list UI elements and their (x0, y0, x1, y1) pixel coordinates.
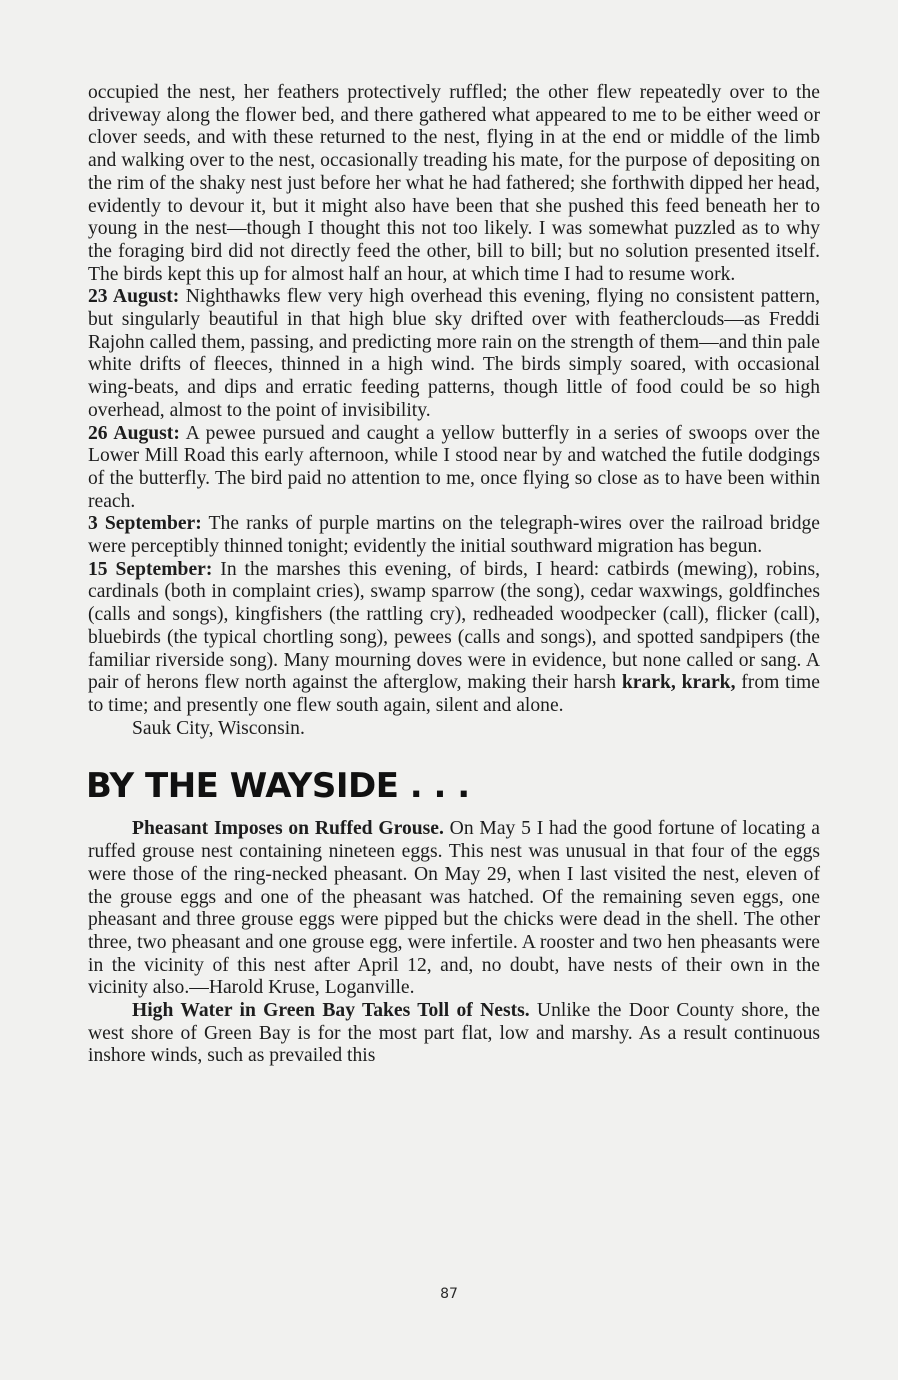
entry-date: 23 August: (88, 286, 180, 308)
entry-15-september (88, 559, 820, 718)
entry-text: A pewee pursued and caught a yellow butterfly in a series of swoops over the Lower Mill Road this early afternoon, while I stood near by and watched the futile dodgings of the butterfly. The bird paid no attention to me, once flying so close as to have been within reach. (88, 422, 820, 512)
entry-date: 15 September: (88, 558, 213, 580)
item-title: High Water in Green Bay Takes Toll of Nests. (132, 1000, 530, 1022)
wayside-item-green-bay (88, 1000, 820, 1068)
entry-date: 26 August: (88, 422, 180, 444)
section-heading: BY THE WAYSIDE . . . (86, 766, 470, 807)
entry-date: 3 September: (88, 513, 202, 535)
item-text: On May 5 I had the good fortune of locating a ruffed grouse nest containing nineteen eggs. This nest was unusual in that four of the eggs were those of the ring-necked pheasant. On May 29, when I last visited the nest, eleven of the grouse eggs and one of the pheasant was hatched. Of the remaining seven eggs, one pheasant and three grouse eggs were pipped but the chicks were dead in the shell. The other three, two pheasant and one grouse egg, were infertile. A rooster and two hen pheasants were in the vicinity of this nest after April 12, and, no doubt, have nests of their own in the vicinity also.—Harold Kruse, Loganville. (88, 818, 820, 999)
entry-text-continued: from time to time; and presently one flew south again, silent and alone. (88, 672, 820, 716)
wayside-item-pheasant (88, 818, 820, 1000)
item-title: Pheasant Imposes on Ruffed Grouse. (132, 818, 444, 840)
place-signature: Sauk City, Wisconsin. (132, 717, 305, 739)
entry-text: The ranks of purple martins on the telegraph-wires over the railroad bridge were perceptibly thinned tonight; evidently the initial southward migration has begun. (88, 513, 820, 558)
continuation-paragraph: occupied the nest, her feathers protectively ruffled; the other flew repeatedly over to the driveway along the flower bed, and there gathered what appeared to me to be either weed or clover seeds, and with these returned to the nest, flying in at the end or middle of the limb and walking over to the nest, occasionally treading his mate, for the purpose of depositing on the rim of the shaky nest just before her what he had fathered; she forthwith dipped her head, evidently to devour it, but it might also have been that she pushed this feed beneath her to young in the nest—though I thought this not too likely. I was somewhat puzzled as to why the foraging bird did not directly feed the other, bill to bill; but no solution presented itself. The birds kept this up for almost half an hour, at which time I had to resume work. (88, 82, 820, 285)
entry-text: Nighthawks flew very high overhead this evening, flying no consistent pattern, but singularly beautiful in that high blue sky drifted over with featherclouds—as Freddi Rajohn called them, passing, and predicting more rain on the strength of them—and thin pale white drifts of fleeces, thinned in a high wind. The birds simply soared, with occasional wing-beats, and dips and erratic feeding patterns, though little of food could be so high overhead, almost to the point of invisibility. (88, 286, 821, 421)
entry-3-september (88, 513, 820, 558)
page-number: 87 (440, 1286, 458, 1302)
entry-26-august (88, 423, 820, 514)
entry-text: In the marshes this evening, of birds, I heard: catbirds (mewing), robins, cardinals (both in complaint cries), swamp sparrow (the song), cedar waxwings, goldfinches (calls and songs), kingfishers (the rattling cry), redheaded woodpecker (call), flicker (call), bluebirds (the typical chortling song), pewees (calls and songs), and spotted sandpipers (the familiar riverside song). Many mourning doves were in evidence, but none called or sang. A pair of herons flew north against the afterglow, making their harsh (88, 558, 820, 694)
heron-call-text: krark, krark, (621, 672, 736, 694)
item-text: Unlike the Door County shore, the west shore of Green Bay is for the most part flat, low and marshy. As a result continuous inshore winds, such as prevailed this (88, 1000, 820, 1067)
journal-page (88, 82, 820, 1068)
entry-23-august (88, 286, 820, 422)
